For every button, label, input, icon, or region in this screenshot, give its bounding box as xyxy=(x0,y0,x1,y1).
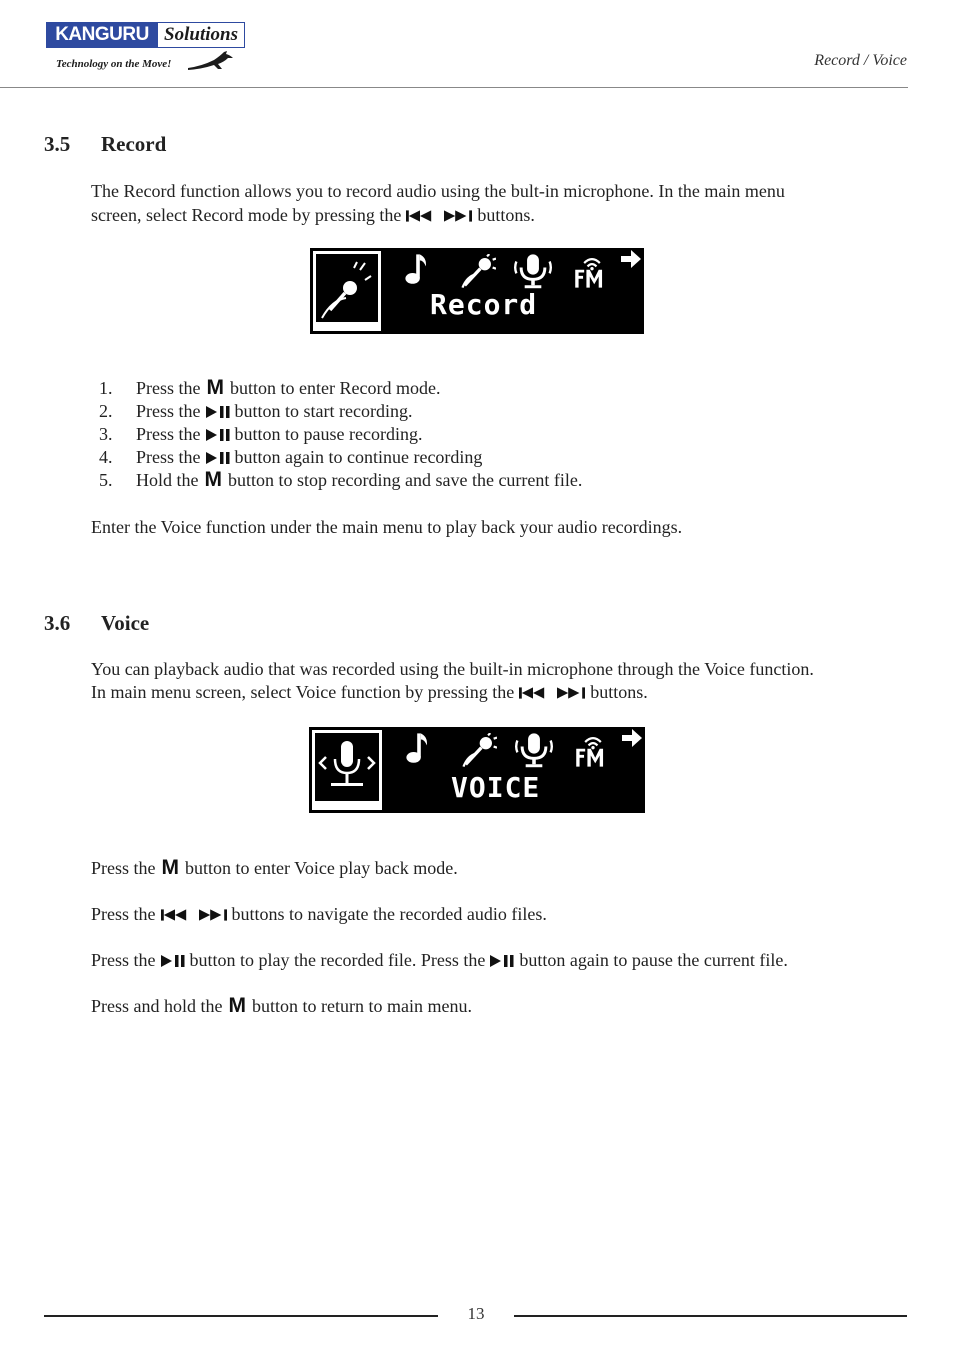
list-item-number: 2. xyxy=(99,401,113,421)
voice-instruction-navigate: Press the buttons to navigate the recorded audio files. xyxy=(91,904,547,924)
record-steps-list xyxy=(0,378,954,494)
record-outro: Enter the Voice function under the main menu to play back your audio recordings. xyxy=(91,517,683,537)
m-button-icon: M xyxy=(228,994,246,1017)
record-intro-text: screen, select Record mode by pressing the xyxy=(91,205,402,225)
voice-intro-text: In main menu screen, select Voice function by pressing the xyxy=(91,682,515,702)
record-intro-line2 xyxy=(91,205,535,226)
list-item: Press the button again to continue recording xyxy=(136,447,483,467)
play-pause-icon xyxy=(161,955,185,967)
kangaroo-icon xyxy=(186,50,236,72)
m-button-icon: M xyxy=(204,468,222,491)
skip-forward-icon xyxy=(444,210,472,222)
voice-section-title: Voice xyxy=(101,611,150,635)
skip-back-icon xyxy=(161,909,189,921)
logo-brand-mark: KANGURU xyxy=(46,22,158,48)
record-intro-line1: The Record function allows you to record audio using the bult-in microphone. In the main menu xyxy=(91,181,785,201)
footer-rule-left xyxy=(44,1315,438,1317)
logo-tagline: Technology on the Move! xyxy=(56,58,172,70)
kanguru-logo xyxy=(46,22,246,78)
list-item-number: 3. xyxy=(99,424,113,444)
record-lcd-screen xyxy=(310,248,644,334)
voice-intro-buttons-word: buttons. xyxy=(590,682,648,702)
page-number: 13 xyxy=(467,1304,485,1323)
list-item-number: 5. xyxy=(99,470,113,490)
list-item: Press the button to pause recording. xyxy=(136,424,423,444)
voice-instruction-return: Press and hold the M button to return to main menu. xyxy=(91,994,472,1017)
list-item: Press the M button to enter Record mode. xyxy=(136,376,441,399)
m-button-icon: M xyxy=(206,376,224,399)
record-section-number: 3.5 xyxy=(44,132,71,156)
record-section-title: Record xyxy=(101,132,167,156)
voice-section-number: 3.6 xyxy=(44,611,71,635)
play-pause-icon xyxy=(206,452,230,464)
voice-instruction-play: Press the button to play the recorded file. Press the button again to pause the current file. xyxy=(91,950,788,970)
logo-wordmark: Solutions xyxy=(158,22,245,48)
skip-back-icon xyxy=(406,210,434,222)
record-lcd-label: Record xyxy=(430,288,538,321)
voice-lcd-screen xyxy=(309,727,645,813)
play-pause-icon xyxy=(206,429,230,441)
voice-intro-line2 xyxy=(91,682,648,703)
skip-forward-icon xyxy=(199,909,227,921)
skip-forward-icon xyxy=(557,687,585,699)
play-pause-icon xyxy=(206,406,230,418)
voice-lcd-label: VOICE xyxy=(451,771,541,804)
record-intro-buttons-word: buttons. xyxy=(477,205,535,225)
list-item: Hold the M button to stop recording and save the current file. xyxy=(136,468,583,491)
page-section-title: Record / Voice xyxy=(814,52,907,69)
header-divider xyxy=(0,87,908,88)
voice-instruction-enter: Press the M button to enter Voice play back mode. xyxy=(91,856,458,879)
list-item: Press the button to start recording. xyxy=(136,401,413,421)
m-button-icon: M xyxy=(161,856,179,879)
skip-back-icon xyxy=(519,687,547,699)
voice-intro-line1: You can playback audio that was recorded using the built-in microphone through the Voice function. xyxy=(91,659,814,679)
list-item-number: 4. xyxy=(99,447,113,467)
footer-rule-right xyxy=(514,1315,907,1317)
play-pause-icon xyxy=(490,955,514,967)
list-item-number: 1. xyxy=(99,378,113,398)
